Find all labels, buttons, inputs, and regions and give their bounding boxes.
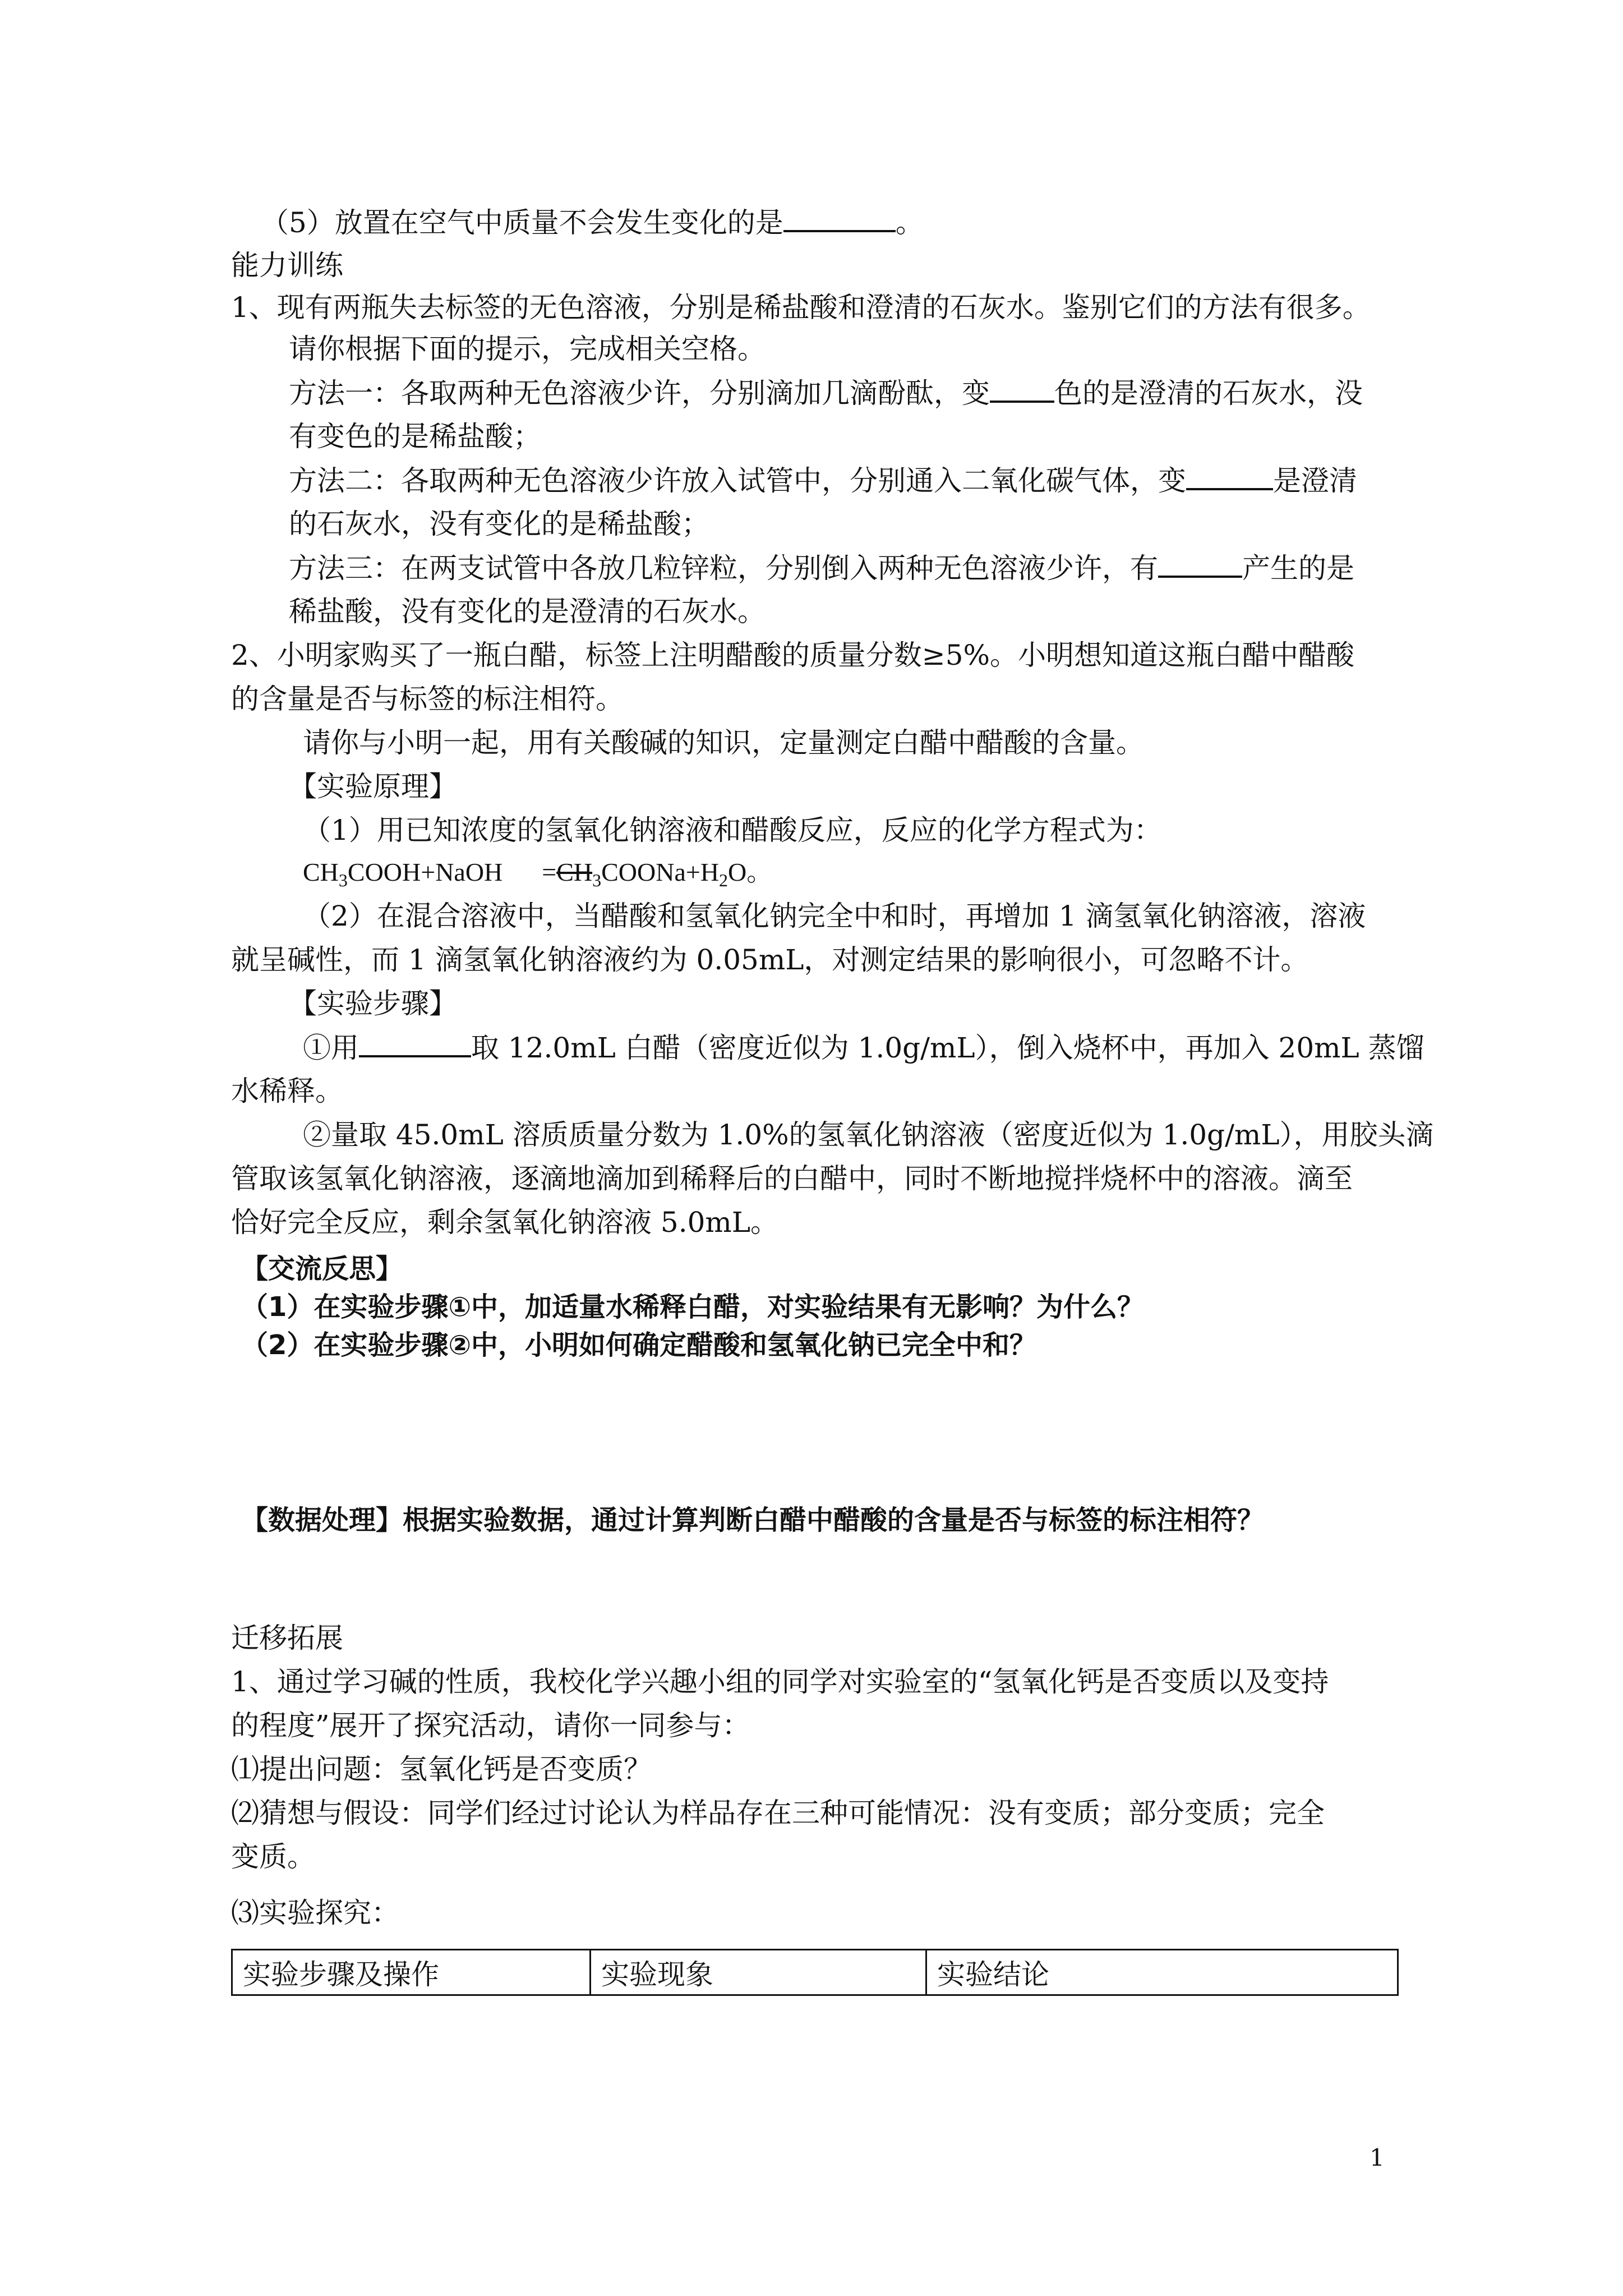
section-heading-extension: 迁移拓展 <box>231 1622 343 1654</box>
page-number: 1 <box>1370 2144 1385 2171</box>
table-header-cell: 实验现象 <box>591 1950 926 1995</box>
answer-blank <box>990 376 1054 403</box>
hypothesis: ⑵猜想与假设：同学们经过讨论认为样品存在三种可能情况：没有变质；部分变质；完全 <box>231 1797 1325 1829</box>
experiment-heading: ⑶实验探究： <box>231 1897 399 1929</box>
steps-title: 【实验步骤】 <box>289 987 457 1020</box>
reflection-title: 【交流反思】 <box>241 1253 403 1285</box>
table-header-cell: 实验步骤及操作 <box>232 1950 591 1995</box>
problem-2-line: 2、小明家购买了一瓶白醋，标签上注明醋酸的质量分数≥5%。小明想知道这瓶白醋中醋酸 <box>231 639 1355 671</box>
method-3-cont: 稀盐酸，没有变化的是澄清的石灰水。 <box>289 595 766 628</box>
principle-title: 【实验原理】 <box>289 770 457 803</box>
reflection-question-1: （1）在实验步骤①中，加适量水稀释白醋，对实验结果有无影响？为什么？ <box>241 1291 1145 1323</box>
method-1: 方法一：各取两种无色溶液少许，分别滴加几滴酚酞，变 色的是澄清的石灰水，没 <box>289 377 1363 409</box>
answer-blank <box>1158 551 1242 578</box>
question-raise: ⑴提出问题：氢氧化钙是否变质？ <box>231 1753 652 1786</box>
chemical-equation: $CH_3COOH+NaOH$ $=CH_3COONa+H_2O$。 <box>303 858 773 891</box>
answer-blank <box>1186 463 1273 490</box>
method-2: 方法二：各取两种无色溶液少许放入试管中，分别通入二氧化碳气体，变 是澄清 <box>289 464 1357 497</box>
question-5: （5）放置在空气中质量不会发生变化的是 。 <box>261 206 924 239</box>
answer-blank <box>783 205 896 232</box>
method-3: 方法三：在两支试管中各放几粒锌粒，分别倒入两种无色溶液少许，有 产生的是 <box>289 552 1354 585</box>
problem-2-line: 请你与小明一起，用有关酸碱的知识，定量测定白醋中醋酸的含量。 <box>303 726 1144 759</box>
principle-1: （1）用已知浓度的氢氧化钠溶液和醋酸反应，反应的化学方程式为： <box>303 814 1162 846</box>
table-header-row <box>232 1950 1398 1995</box>
problem-2-line: 的含量是否与标签的标注相符。 <box>231 683 624 715</box>
step-1-cont: 水稀释。 <box>231 1075 343 1107</box>
table-header-cell: 实验结论 <box>926 1950 1398 1995</box>
problem-3-line: 的程度”展开了探究活动，请你一同参与： <box>231 1709 750 1742</box>
problem-1-line: 1、现有两瓶失去标签的无色溶液，分别是稀盐酸和澄清的石灰水。鉴别它们的方法有很多。 <box>231 291 1371 324</box>
experiment-table <box>231 1949 1399 1996</box>
reflection-question-2: （2）在实验步骤②中，小明如何确定醋酸和氢氧化钠已完全中和？ <box>241 1329 1037 1361</box>
hypothesis-cont: 变质。 <box>231 1841 315 1873</box>
step-2: ②量取 45.0mL 溶质质量分数为 1.0%的氢氧化钠溶液（密度近似为 1.0g/mL），用胶头滴 <box>303 1119 1434 1151</box>
problem-3-line: 1、通过学习碱的性质，我校化学兴趣小组的同学对实验室的“氢氧化钙是否变质以及变持 <box>231 1665 1329 1698</box>
answer-blank <box>359 1030 471 1057</box>
step-2-cont: 恰好完全反应，剩余氢氧化钠溶液 5.0mL。 <box>231 1206 779 1239</box>
problem-1-line: 请你根据下面的提示，完成相关空格。 <box>289 333 766 365</box>
section-heading-ability: 能力训练 <box>231 249 343 282</box>
method-2-cont: 的石灰水，没有变化的是稀盐酸； <box>289 508 709 540</box>
step-1: ①用 取 12.0mL 白醋（密度近似为 1.0g/mL），倒入烧杯中，再加入 20mL 蒸馏 <box>303 1032 1424 1064</box>
step-2-cont: 管取该氢氧化钠溶液，逐滴地滴加到稀释后的白醋中，同时不断地搅拌烧杯中的溶液。滴至 <box>231 1162 1353 1195</box>
principle-2-cont: 就呈碱性，而 1 滴氢氧化钠溶液约为 0.05mL，对测定结果的影响很小，可忽略不计。 <box>231 944 1309 976</box>
data-processing: 【数据处理】根据实验数据，通过计算判断白醋中醋酸的含量是否与标签的标注相符？ <box>241 1504 1265 1536</box>
method-1-cont: 有变色的是稀盐酸； <box>289 420 541 453</box>
principle-2: （2）在混合溶液中，当醋酸和氢氧化钠完全中和时，再增加 1 滴氢氧化钠溶液，溶液 <box>303 900 1366 932</box>
